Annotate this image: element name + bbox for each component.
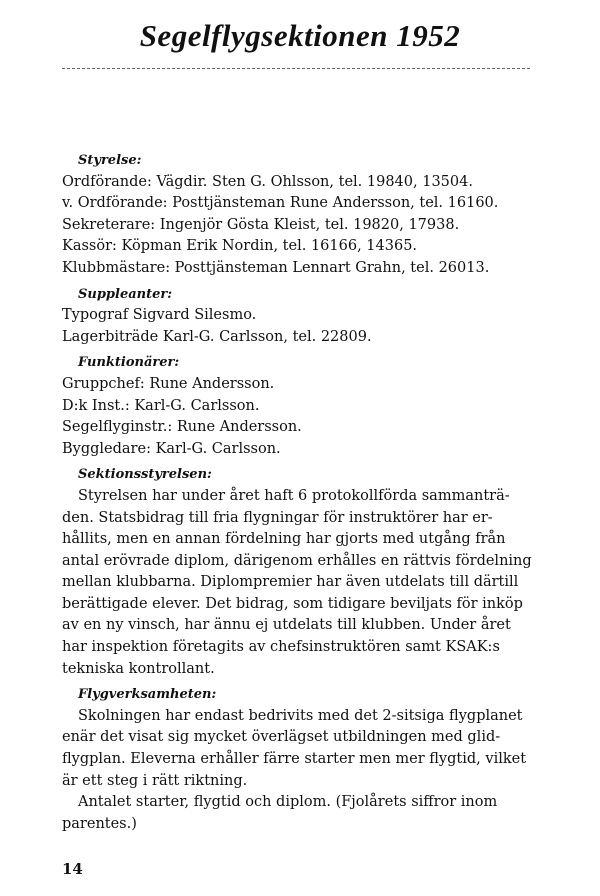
text-line: flygplan. Eleverna erhåller färre starter men mer flygtid, vilket [62,751,527,768]
text-line: den. Statsbidrag till fria flygningar för instruktörer har er- [62,509,493,526]
text-line: Ordförande: Vägdir. Sten G. Ohlsson, tel. 19840, 13504. [62,173,473,190]
text-line: Typograf Sigvard Silesmo. [62,307,257,324]
text-line: Gruppchef: Rune Andersson. [62,375,275,392]
text-line: enär det visat sig mycket överlägset utbildningen med glid- [62,729,501,746]
page-number: 14 [62,860,83,878]
document-body [62,150,538,835]
text-line: v. Ordförande: Posttjänsteman Rune Andersson, tel. 16160. [62,195,499,212]
title-divider [62,68,530,69]
text-line: berättigade elever. Det bidrag, som tidigare beviljats för inköp [62,595,523,612]
text-line: tekniska kontrollant. [62,660,215,677]
text-line: Skolningen har endast bedrivits med det 2-sitsiga flygplanet [78,707,523,724]
text-line: Styrelsen har under året haft 6 protokollförda sammanträ- [78,487,510,504]
text-line: mellan klubbarna. Diplompremier har även utdelats till därtill [62,574,519,591]
section-heading-suppleanter: Suppleanter: [78,286,173,302]
text-line: parentes.) [62,815,137,832]
section-heading-sektionsstyrelsen: Sektionsstyrelsen: [78,467,212,483]
text-line: D:k Inst.: Karl-G. Carlsson. [62,397,260,414]
text-line: Sekreterare: Ingenjör Gösta Kleist, tel. 19820, 17938. [62,216,460,233]
text-line: Klubbmästare: Posttjänsteman Lennart Grahn, tel. 26013. [62,259,490,276]
text-line: Kassör: Köpman Erik Nordin, tel. 16166, 14365. [62,238,418,255]
text-line: Segelflyginstr.: Rune Andersson. [62,419,302,436]
page-title: Segelflygsektionen 1952 [139,18,461,53]
text-line: har inspektion företagits av chefsinstruktören samt KSAK:s [62,639,500,656]
text-line: av en ny vinsch, har ännu ej utdelats till klubben. Under året [62,617,511,634]
text-line: Antalet starter, flygtid och diplom. (Fjolårets siffror inom [78,794,498,811]
text-line: hållits, men en annan fördelning har gjorts med utgång från [62,531,506,548]
section-heading-styrelse: Styrelse: [78,153,142,168]
text-line: är ett steg i rätt riktning. [62,772,248,789]
text-line: Byggledare: Karl-G. Carlsson. [62,440,281,457]
text-line: antal erövrade diplom, därigenom erhålles en rättvis fördelning [62,552,532,569]
section-heading-flygverksamheten: Flygverksamheten: [78,687,217,703]
text-line: Lagerbiträde Karl-G. Carlsson, tel. 22809. [62,328,372,345]
section-heading-funktionarer: Funktionärer: [78,355,180,371]
